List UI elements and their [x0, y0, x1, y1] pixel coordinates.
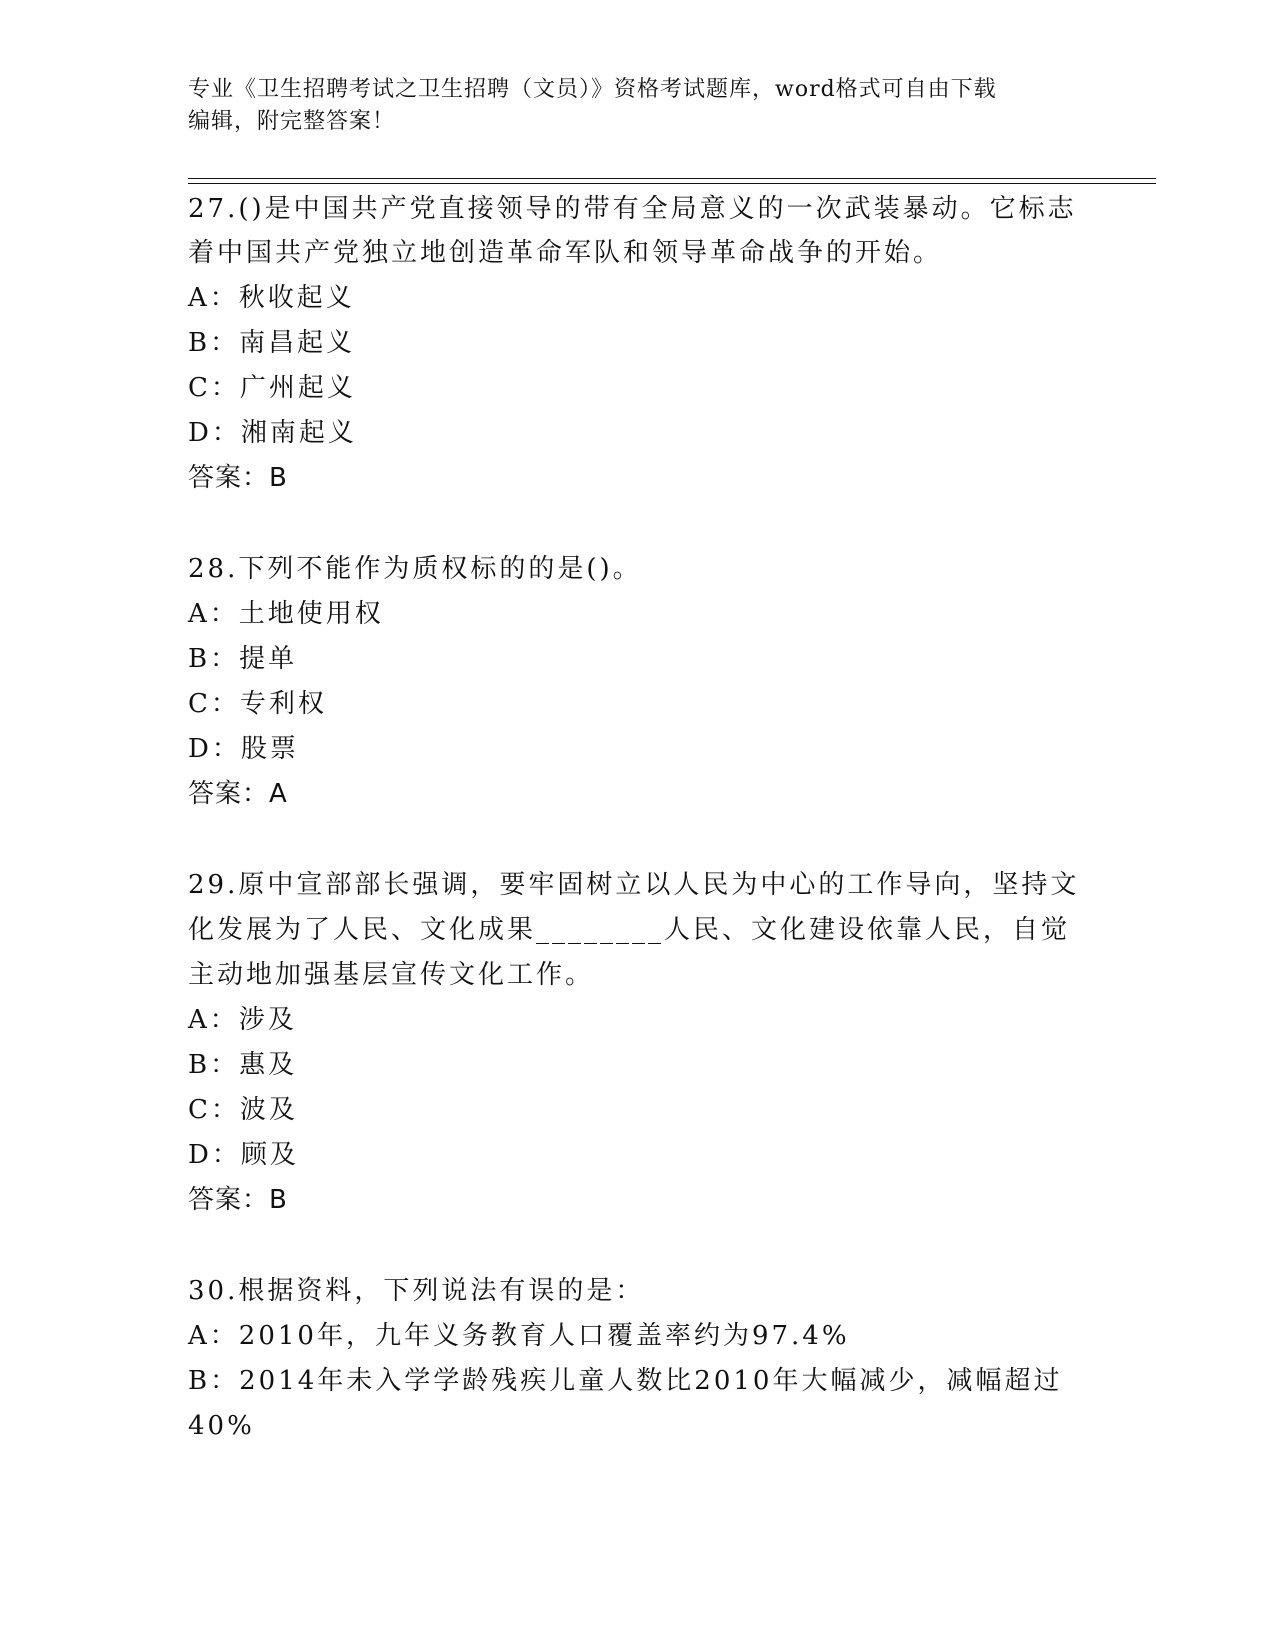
option-b: B：提单: [188, 644, 298, 674]
answer-text: 答案：B: [188, 463, 288, 493]
option-c: C：波及: [188, 1095, 298, 1125]
option-d: D：股票: [188, 734, 299, 764]
question-stem-line: 30.根据资料，下列说法有误的是：: [188, 1276, 645, 1306]
option-c: C：广州起义: [188, 373, 356, 403]
question-stem-line: 化发展为了人民、文化成果________人民、文化建设依靠人民，自觉: [188, 915, 1071, 945]
option-b: B：2014年未入学学龄残疾儿童人数比2010年大幅减少，减幅超过: [188, 1366, 1063, 1396]
option-d: D：顾及: [188, 1140, 299, 1170]
document-header: [188, 74, 1068, 138]
question-stem-line: 主动地加强基层宣传文化工作。: [188, 960, 595, 990]
header-divider-top: [188, 178, 1156, 179]
option-b: B：惠及: [188, 1050, 298, 1080]
question-stem-line: 28.下列不能作为质权标的的是()。: [188, 554, 642, 584]
question-stem-line: 29.原中宣部部长强调，要牢固树立以人民为中心的工作导向，坚持文: [188, 870, 1080, 900]
option-a: A：土地使用权: [188, 599, 384, 629]
answer-text: 答案：A: [188, 779, 288, 809]
option-a: A：涉及: [188, 1005, 297, 1035]
option-a: A：秋收起义: [188, 283, 355, 313]
header-line-2: 编辑，附完整答案！: [188, 109, 396, 134]
option-d: D：湘南起义: [188, 418, 357, 448]
option-b: B：南昌起义: [188, 328, 356, 358]
option-c: C：专利权: [188, 689, 327, 719]
question-stem-line: 27.()是中国共产党直接领导的带有全局意义的一次武装暴动。它标志: [188, 194, 1077, 224]
answer-text: 答案：B: [188, 1185, 288, 1215]
option-a: A：2010年，九年义务教育人口覆盖率约为97.4%: [188, 1321, 850, 1351]
option-b-continued: 40%: [188, 1411, 255, 1441]
header-divider-bottom: [188, 183, 1156, 184]
header-line-1: 专业《卫生招聘考试之卫生招聘（文员）》资格考试题库，word格式可自由下载: [188, 77, 997, 102]
question-stem-line: 着中国共产党独立地创造革命军队和领导革命战争的开始。: [188, 238, 943, 268]
